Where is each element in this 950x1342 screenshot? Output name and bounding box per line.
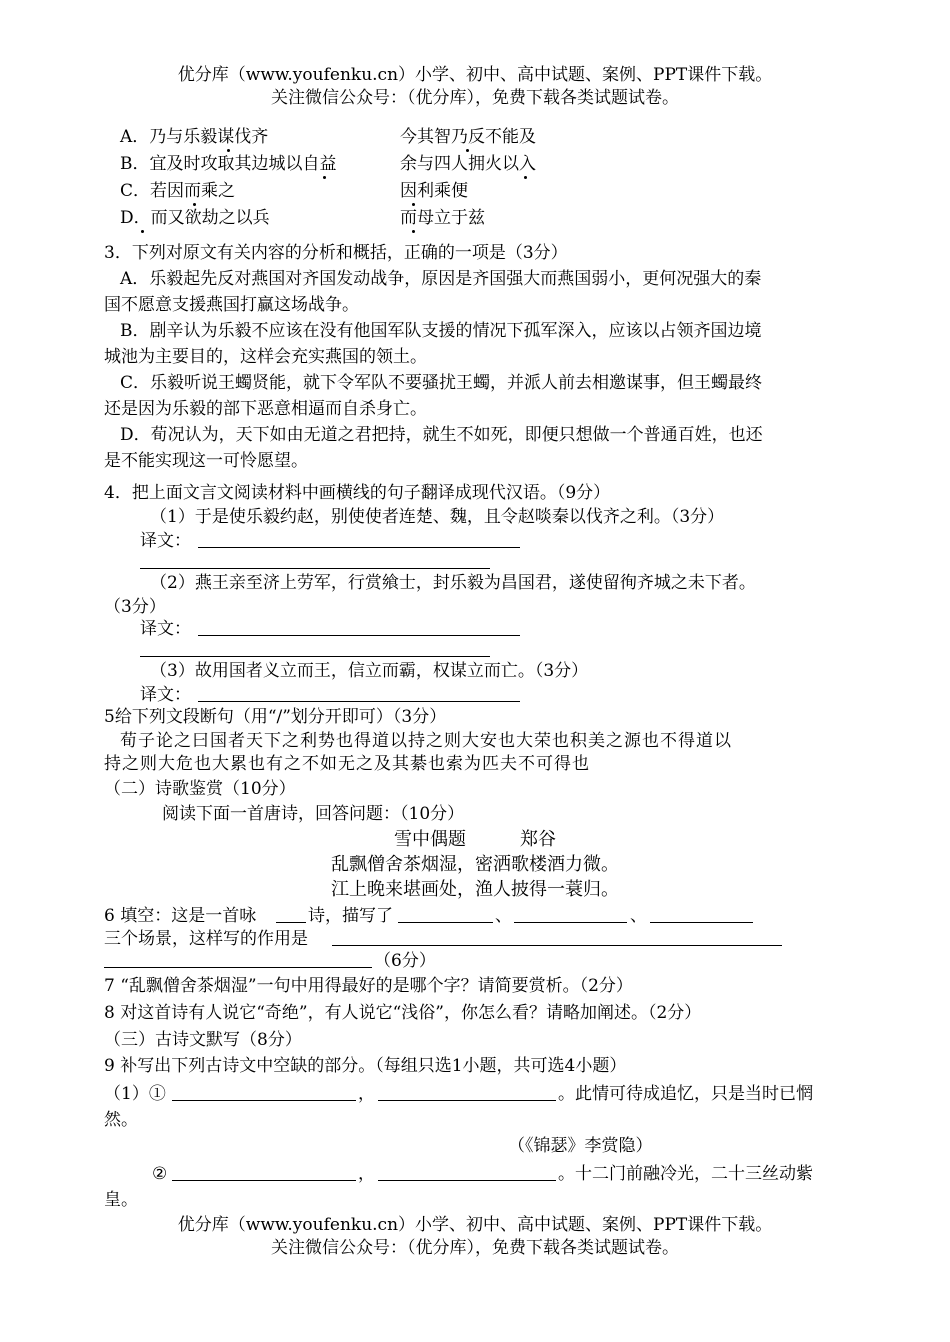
q2-option-a: A．乃与乐毅谋伐齐 — [120, 127, 269, 147]
poem-title: 雪中偶题 郑谷 — [394, 829, 556, 850]
q3-option-b-line-1: B．剧辛认为乐毅不应该在没有他国军队支援的情况下孤军深入，应该以占领齐国边境 — [120, 321, 762, 341]
q4-answer-line-2a[interactable] — [198, 635, 520, 636]
section-2-intro: 阅读下面一首唐诗，回答问题：（10分） — [162, 804, 465, 824]
q4-translation-label-2: 译文： — [140, 619, 191, 639]
q4-sentence-2-points: （3分） — [104, 597, 166, 617]
q4-translation-label-3: 译文： — [140, 685, 191, 705]
footer-line-2: 关注微信公众号：（优分库），免费下载各类试题试卷。 — [271, 1238, 679, 1258]
q6-blank-scene-3[interactable] — [650, 922, 753, 923]
q9-blank-2[interactable] — [378, 1100, 556, 1101]
q9-blank-4[interactable] — [378, 1180, 556, 1181]
footer-line-1: 优分库（www.youfenku.cn）小学、初中、高中试题、案例、PPT课件下载。 — [177, 1215, 773, 1235]
q3-option-d-line-1: D．荀况认为，天下如由无道之君把持，就生不如死，即便只想做一个普通百姓，也还 — [120, 425, 763, 445]
emphasis-dot — [227, 149, 230, 152]
section-2-title: （二）诗歌鉴赏（10分） — [104, 779, 296, 799]
header-line-1: 优分库（www.youfenku.cn）小学、初中、高中试题、案例、PPT课件下载。 — [177, 65, 773, 85]
q2-option-a-pair: 今其智乃反不能及 — [400, 127, 536, 147]
q4-answer-line-3[interactable] — [198, 701, 520, 702]
q9-blank-3[interactable] — [172, 1180, 356, 1181]
q2-option-c-pair: 因利乘便 — [400, 181, 468, 201]
emphasis-dot — [524, 176, 527, 179]
q5-text-line-1: 荀子论之曰国者天下之利势也得道以持之则大安也大荣也积美之源也不得道以 — [120, 731, 732, 751]
q9-part-2-label: ② — [152, 1164, 168, 1184]
q6-blank-scene-1[interactable] — [398, 922, 493, 923]
q2-option-d-pair: 而母立于兹 — [400, 208, 485, 228]
q6-answer-line-1[interactable] — [332, 945, 782, 946]
q6-answer-line-2[interactable] — [104, 967, 372, 968]
q6-text-a: 6 填空：这是一首咏 — [104, 906, 257, 926]
q3-stem: 3．下列对原文有关内容的分析和概括，正确的一项是（3分） — [104, 243, 568, 263]
q9-part-1-text: 。此情可待成追忆，只是当时已惘 — [558, 1084, 813, 1104]
q9-comma-2: ， — [358, 1164, 375, 1184]
q9-part-2-text-end: 皇。 — [104, 1190, 138, 1210]
q5-text-line-2: 持之则大危也大累也有之不如无之及其綦也索为匹夫不可得也 — [104, 754, 590, 774]
emphasis-dot — [141, 230, 144, 233]
q8-question: 8 对这首诗有人说它“奇绝”，有人说它“浅俗”，你怎么看？请略加阐述。（2分） — [104, 1003, 702, 1023]
emphasis-dot — [412, 230, 415, 233]
q3-option-b-line-2: 城池为主要目的，这样会充实燕国的领土。 — [104, 347, 427, 367]
q9-blank-1[interactable] — [172, 1100, 356, 1101]
header-line-2: 关注微信公众号：（优分库），免费下载各类试题试卷。 — [271, 88, 679, 108]
q9-part-2-text: 。十二门前融冷光，二十三丝动紫 — [558, 1164, 813, 1184]
q6-points: （6分） — [374, 951, 436, 971]
q2-option-c: C．若因而乘之 — [120, 181, 236, 201]
q6-separator-1: 、 — [495, 906, 512, 926]
emphasis-dot — [323, 176, 326, 179]
q4-answer-line-2b[interactable] — [140, 656, 490, 657]
q6-blank-genre[interactable] — [276, 922, 306, 923]
q9-stem: 9 补写出下列古诗文中空缺的部分。（每组只选1小题，共可选4小题） — [104, 1056, 627, 1076]
q4-answer-line-1a[interactable] — [198, 547, 520, 548]
q5-stem: 5给下列文段断句（用“/”划分开即可）（3分） — [104, 707, 447, 727]
q9-source-1: （《锦瑟》李赏隐） — [508, 1136, 653, 1156]
q3-option-a-line-2: 国不愿意支援燕国打赢这场战争。 — [104, 295, 359, 315]
poem-line-1: 乱飘僧舍茶烟湿，密洒歌楼酒力微。 — [331, 854, 619, 875]
poem-line-2: 江上晚来堪画处，渔人披得一蓑归。 — [331, 879, 619, 900]
q9-part-1-text-end: 然。 — [104, 1110, 138, 1130]
emphasis-dot — [193, 203, 196, 206]
q4-translation-label-1: 译文： — [140, 531, 191, 551]
q2-option-b: B．宜及时攻取其边城以自益 — [120, 154, 337, 174]
q2-option-d: D．而又欲劫之以兵 — [120, 208, 270, 228]
q4-stem: 4．把上面文言文阅读材料中画横线的句子翻译成现代汉语。（9分） — [104, 483, 611, 503]
emphasis-dot — [412, 203, 415, 206]
q4-sentence-2: （2）燕王亲至济上劳军，行赏飨士，封乐毅为昌国君，遂使留徇齐城之未下者。 — [150, 573, 756, 593]
q2-option-b-pair: 余与四人拥火以入 — [400, 154, 536, 174]
q7-question: 7 “乱飘僧舍茶烟湿”一句中用得最好的是哪个字？请简要赏析。（2分） — [104, 976, 633, 996]
q3-option-d-line-2: 是不能实现这一可怜愿望。 — [104, 451, 308, 471]
q9-comma-1: ， — [358, 1084, 375, 1104]
q6-separator-2: 、 — [630, 906, 647, 926]
section-3-title: （三）古诗文默写（8分） — [104, 1030, 302, 1050]
q9-part-1-label: （1）① — [104, 1084, 166, 1104]
q6-blank-scene-2[interactable] — [514, 922, 627, 923]
q3-option-c-line-1: C．乐毅听说王蠋贤能，就下令军队不要骚扰王蠋，并派人前去相邀谋事，但王蠋最终 — [120, 373, 763, 393]
q4-answer-line-1b[interactable] — [140, 568, 490, 569]
q6-text-b: 诗，描写了 — [308, 906, 393, 926]
q4-sentence-3: （3）故用国者义立而王，信立而霸，权谋立而亡。（3分） — [150, 661, 589, 681]
q4-sentence-1: （1）于是使乐毅约赵，别使使者连楚、魏，且令赵啖秦以伐齐之利。（3分） — [150, 507, 725, 527]
q3-option-c-line-2: 还是因为乐毅的部下恶意相逼而自杀身亡。 — [104, 399, 427, 419]
q6-text-c: 三个场景，这样写的作用是 — [104, 929, 308, 949]
q3-option-a-line-1: A．乐毅起先反对燕国对齐国发动战争，原因是齐国强大而燕国弱小，更何况强大的秦 — [120, 269, 762, 289]
emphasis-dot — [466, 149, 469, 152]
